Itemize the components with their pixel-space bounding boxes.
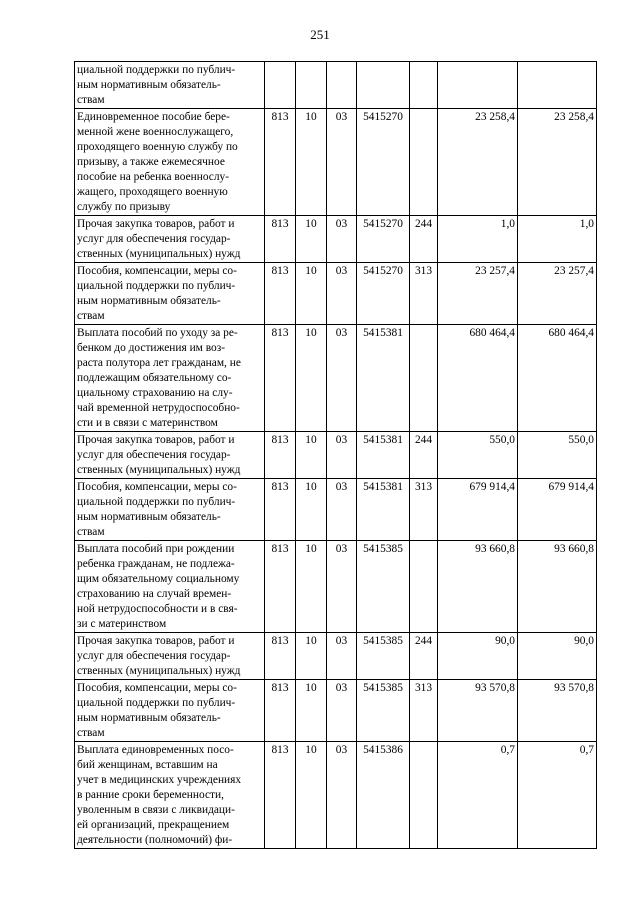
subsection-code: 03 [327, 479, 357, 541]
expense-type-code: 244 [410, 216, 438, 263]
subsection-code: 03 [327, 216, 357, 263]
section-code: 10 [296, 633, 327, 680]
table-row [75, 479, 597, 541]
amount-1: 93 660,8 [438, 541, 518, 633]
amount-1: 680 464,4 [438, 325, 518, 432]
ministry-code: 813 [265, 432, 296, 479]
amount-1 [438, 62, 518, 109]
expense-type-code [410, 109, 438, 216]
section-code: 10 [296, 479, 327, 541]
amount-2: 0,7 [518, 742, 597, 849]
item-name: Выплата пособий по уходу за ре- бенком до достижения им воз- раста полутора лет гражданам, не подлежащим обязательному со- циальному страхованию на слу- чай временной нетрудоспособно- сти и в связи с материнством [75, 325, 265, 432]
subsection-code [327, 62, 357, 109]
target-article-code: 5415385 [357, 541, 410, 633]
table-row [75, 742, 597, 849]
target-article-code: 5415270 [357, 109, 410, 216]
table-row [75, 325, 597, 432]
item-name: Пособия, компенсации, меры со- циальной поддержки по публич- ным нормативным обязатель- ствам [75, 680, 265, 742]
item-name: Пособия, компенсации, меры со- циальной поддержки по публич- ным нормативным обязатель- ствам [75, 263, 265, 325]
item-name: Прочая закупка товаров, работ и услуг для обеспечения государ- ственных (муниципальных) нужд [75, 432, 265, 479]
table-body [75, 62, 597, 849]
table-row [75, 62, 597, 109]
amount-1: 1,0 [438, 216, 518, 263]
ministry-code: 813 [265, 263, 296, 325]
amount-2: 90,0 [518, 633, 597, 680]
item-name: Единовременное пособие бере- менной жене военнослужащего, проходящего военную службу по призыву, а также ежемесячное пособие на ребенка военнослу- жащего, проходящего военную службу по призыву [75, 109, 265, 216]
section-code: 10 [296, 432, 327, 479]
amount-1: 0,7 [438, 742, 518, 849]
ministry-code: 813 [265, 216, 296, 263]
ministry-code: 813 [265, 109, 296, 216]
amount-1: 23 258,4 [438, 109, 518, 216]
section-code: 10 [296, 263, 327, 325]
table-row [75, 109, 597, 216]
subsection-code: 03 [327, 432, 357, 479]
subsection-code: 03 [327, 742, 357, 849]
target-article-code: 5415270 [357, 216, 410, 263]
section-code: 10 [296, 742, 327, 849]
expense-type-code: 244 [410, 432, 438, 479]
section-code: 10 [296, 109, 327, 216]
ministry-code: 813 [265, 680, 296, 742]
amount-1: 550,0 [438, 432, 518, 479]
target-article-code: 5415385 [357, 680, 410, 742]
expense-type-code [410, 742, 438, 849]
table-row [75, 263, 597, 325]
amount-2: 680 464,4 [518, 325, 597, 432]
page-number: 251 [310, 27, 330, 42]
amount-2: 93 570,8 [518, 680, 597, 742]
amount-1: 90,0 [438, 633, 518, 680]
item-name: Выплата единовременных посо- бий женщинам, вставшим на учет в медицинских учреждениях в ранние сроки беременности, уволенным в связи с ликвидаци- ей организаций, прекращением деятельности (полномочий) фи- [75, 742, 265, 849]
ministry-code: 813 [265, 541, 296, 633]
section-code: 10 [296, 216, 327, 263]
ministry-code: 813 [265, 325, 296, 432]
amount-2 [518, 62, 597, 109]
ministry-code [265, 62, 296, 109]
amount-2: 93 660,8 [518, 541, 597, 633]
target-article-code: 5415381 [357, 432, 410, 479]
expense-type-code [410, 62, 438, 109]
target-article-code: 5415385 [357, 633, 410, 680]
ministry-code: 813 [265, 742, 296, 849]
subsection-code: 03 [327, 109, 357, 216]
target-article-code: 5415381 [357, 325, 410, 432]
expense-type-code: 313 [410, 479, 438, 541]
target-article-code [357, 62, 410, 109]
table-row [75, 216, 597, 263]
amount-1: 23 257,4 [438, 263, 518, 325]
target-article-code: 5415270 [357, 263, 410, 325]
budget-table [74, 61, 597, 849]
amount-1: 679 914,4 [438, 479, 518, 541]
amount-1: 93 570,8 [438, 680, 518, 742]
table-row [75, 633, 597, 680]
table-row [75, 432, 597, 479]
ministry-code: 813 [265, 633, 296, 680]
subsection-code: 03 [327, 633, 357, 680]
subsection-code: 03 [327, 541, 357, 633]
target-article-code: 5415386 [357, 742, 410, 849]
expense-type-code [410, 325, 438, 432]
amount-2: 550,0 [518, 432, 597, 479]
section-code: 10 [296, 541, 327, 633]
subsection-code: 03 [327, 325, 357, 432]
expense-type-code: 313 [410, 680, 438, 742]
section-code [296, 62, 327, 109]
item-name: Выплата пособий при рождении ребенка гражданам, не подлежа- щим обязательному социальному страхованию на случай времен- ной нетрудоспособности и в свя- зи с материнством [75, 541, 265, 633]
expense-type-code: 244 [410, 633, 438, 680]
target-article-code: 5415381 [357, 479, 410, 541]
subsection-code: 03 [327, 263, 357, 325]
expense-type-code [410, 541, 438, 633]
item-name: Прочая закупка товаров, работ и услуг для обеспечения государ- ственных (муниципальных) нужд [75, 633, 265, 680]
amount-2: 1,0 [518, 216, 597, 263]
table-row [75, 680, 597, 742]
subsection-code: 03 [327, 680, 357, 742]
amount-2: 679 914,4 [518, 479, 597, 541]
item-name: Пособия, компенсации, меры со- циальной поддержки по публич- ным нормативным обязатель- ствам [75, 479, 265, 541]
expense-type-code: 313 [410, 263, 438, 325]
table-row [75, 541, 597, 633]
item-name: Прочая закупка товаров, работ и услуг для обеспечения государ- ственных (муниципальных) нужд [75, 216, 265, 263]
ministry-code: 813 [265, 479, 296, 541]
section-code: 10 [296, 680, 327, 742]
item-name: циальной поддержки по публич- ным нормативным обязатель- ствам [75, 62, 265, 109]
section-code: 10 [296, 325, 327, 432]
amount-2: 23 257,4 [518, 263, 597, 325]
amount-2: 23 258,4 [518, 109, 597, 216]
